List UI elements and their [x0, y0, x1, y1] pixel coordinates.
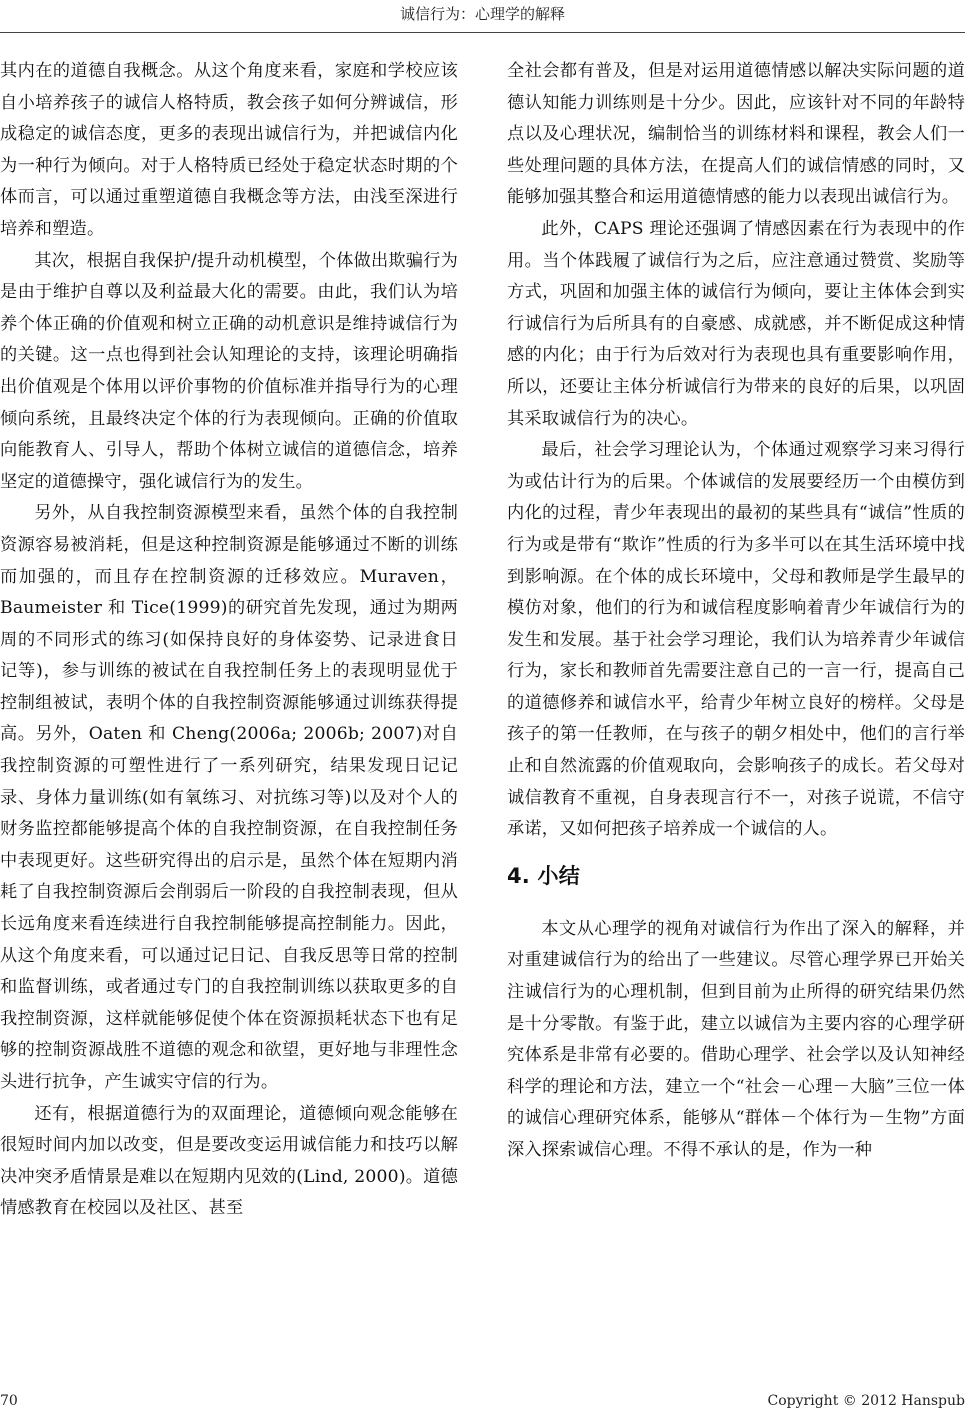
copyright-notice: Copyright © 2012 Hanspub	[767, 1393, 965, 1409]
running-title: 诚信行为：心理学的解释	[399, 5, 565, 23]
header-divider	[0, 32, 965, 33]
body-paragraph: 最后，社会学习理论认为，个体通过观察学习来习得行为或估计行为的后果。个体诚信的发展要经历一个由模仿到内化的过程，青少年表现出的最初的某些具有“诚信”性质的行为或是带有“欺诈”性质的行为多半可以在其生活环境中找到影响源。在个体的成长环境中，父母和教师是学生最早的模仿对象，他们的行为和诚信程度影响着青少年诚信行为的发生和发展。基于社会学习理论，我们认为培养青少年诚信行为，家长和教师首先需要注意自己的一言一行，提高自己的道德修养和诚信水平，给青少年树立良好的榜样。父母是孩子的第一任教师，在与孩子的朝夕相处中，他们的言行举止和自然流露的价值观取向，会影响孩子的成长。若父母对诚信教育不重视，自身表现言行不一，对孩子说谎，不信守承诺，又如何把孩子培养成一个诚信的人。	[507, 440, 965, 840]
body-paragraph: 其内在的道德自我概念。从这个角度来看，家庭和学校应该自小培养孩子的诚信人格特质，教会孩子如何分辨诚信，形成稳定的诚信态度，更多的表现出诚信行为，并把诚信内化为一种行为倾向。对于人格特质已经处于稳定状态时期的个体而言，可以通过重塑道德自我概念等方法，由浅至深进行培养和塑造。	[0, 61, 458, 239]
page-number: 70	[0, 1393, 18, 1409]
body-paragraph: 另外，从自我控制资源模型来看，虽然个体的自我控制资源容易被消耗，但是这种控制资源是能够通过不断的训练而加强的，而且存在控制资源的迁移效应。Muraven，Baumeister 和 Tice(1999)的研究首先发现，通过为期两周的不同形式的练习(如保持良好的身体姿势、记录进食日记等)，参与训练的被试在自我控制任务上的表现明显优于控制组被试，表明个体的自我控制资源能够通过训练获得提高。另外，Oaten 和 Cheng(2006a; 2006b; 2007)对自我控制资源的可塑性进行了一系列研究，结果发现日记记录、身体力量训练(如有氧练习、对抗练习等)以及对个人的财务监控都能够提高个体的自我控制资源，在自我控制任务中表现更好。这些研究得出的启示是，虽然个体在短期内消耗了自我控制资源后会削弱后一阶段的自我控制表现，但从长远角度来看连续进行自我控制能够提高控制能力。因此，从这个角度来看，可以通过记日记、自我反思等日常的控制和监督训练，或者通过专门的自我控制训练以获取更多的自我控制资源，这样就能够促使个体在资源损耗状态下也有足够的控制资源战胜不道德的观念和欲望，更好地与非理性念头进行抗争，产生诚实守信的行为。	[0, 503, 458, 1092]
section-heading: 4. 小结	[507, 863, 580, 888]
right-column	[507, 56, 965, 1167]
body-paragraph: 此外，CAPS 理论还强调了情感因素在行为表现中的作用。当个体践履了诚信行为之后，应注意通过赞赏、奖励等方式，巩固和加强主体的诚信行为倾向，要让主体体会到实行诚信行为后所具有的自豪感、成就感，并不断促成这种情感的内化；由于行为后效对行为表现也具有重要影响作用，所以，还要让主体分析诚信行为带来的良好的后果，以巩固其采取诚信行为的决心。	[507, 218, 965, 429]
body-paragraph: 本文从心理学的视角对诚信行为作出了深入的解释，并对重建诚信行为的给出了一些建议。尽管心理学界已开始关注诚信行为的心理机制，但到目前为止所得的研究结果仍然是十分零散。有鉴于此，建立以诚信为主要内容的心理学研究体系是非常有必要的。借助心理学、社会学以及认知神经科学的理论和方法，建立一个“社会－心理－大脑”三位一体的诚信心理研究体系，能够从“群体－个体行为－生物”方面深入探索诚信心理。不得不承认的是，作为一种	[507, 918, 965, 1160]
body-paragraph: 其次，根据自我保护/提升动机模型，个体做出欺骗行为是由于维护自尊以及利益最大化的需要。由此，我们认为培养个体正确的价值观和树立正确的动机意识是维持诚信行为的关键。这一点也得到社会认知理论的支持，该理论明确指出价值观是个体用以评价事物的价值标准并指导行为的心理倾向系统，且最终决定个体的行为表现倾向。正确的价值取向能教育人、引导人，帮助个体树立诚信的道德信念，培养坚定的道德操守，强化诚信行为的发生。	[0, 250, 458, 492]
left-column	[0, 56, 458, 1225]
body-paragraph: 还有，根据道德行为的双面理论，道德倾向观念能够在很短时间内加以改变，但是要改变运用诚信能力和技巧以解决冲突矛盾情景是难以在短期内见效的(Lind, 2000)。道德情感教育在校园以及社区、甚至	[0, 1103, 458, 1219]
body-paragraph: 全社会都有普及，但是对运用道德情感以解决实际问题的道德认知能力训练则是十分少。因此，应该针对不同的年龄特点以及心理状况，编制恰当的训练材料和课程，教会人们一些处理问题的具体方法，在提高人们的诚信情感的同时，又能够加强其整合和运用道德情感的能力以表现出诚信行为。	[507, 61, 965, 208]
